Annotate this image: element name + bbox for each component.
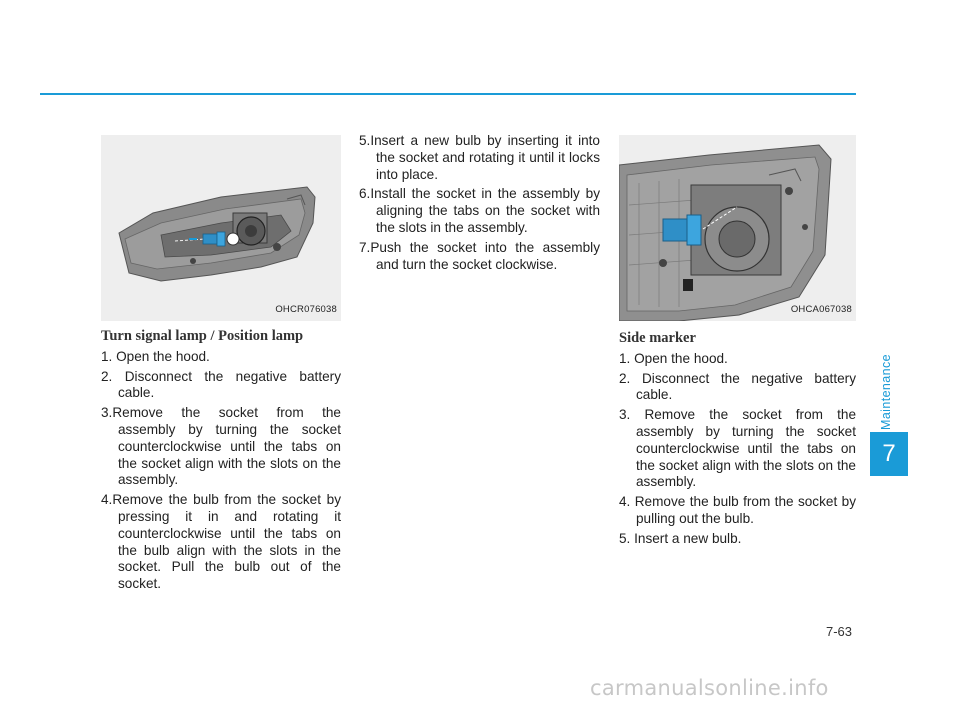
chapter-label: Maintenance bbox=[879, 354, 893, 430]
list-item: 2. Disconnect the negative battery cable. bbox=[101, 368, 341, 401]
headlamp-illustration bbox=[101, 135, 341, 321]
chapter-number-badge: 7 bbox=[870, 432, 908, 476]
right-column bbox=[619, 135, 856, 551]
side-marker-steps bbox=[619, 351, 856, 548]
list-item: 2. Disconnect the negative battery cable. bbox=[619, 370, 856, 403]
turn-signal-steps-continued bbox=[359, 133, 600, 273]
page-number: 7-63 bbox=[826, 624, 853, 639]
section-title-turn-signal: Turn signal lamp / Position lamp bbox=[101, 328, 304, 344]
list-item: 3. Remove the socket from the assembly by turning the socket counterclockwise until the tabs on the socket align with the slots on the assembly. bbox=[619, 407, 856, 490]
list-item: 7.Push the socket into the assembly and turn the socket clockwise. bbox=[359, 239, 600, 272]
list-item: 5.Insert a new bulb by inserting it into the socket and rotating it until it locks into place. bbox=[359, 133, 600, 182]
figure-code: OHCR076038 bbox=[275, 304, 337, 316]
list-item: 1. Open the hood. bbox=[101, 348, 210, 364]
list-item: 3.Remove the socket from the assembly by turning the socket counterclockwise until the tabs on the socket align with the slots on the assembly. bbox=[101, 405, 341, 488]
watermark: carmanualsonline.info bbox=[590, 676, 829, 700]
figure-code: OHCA067038 bbox=[790, 304, 852, 316]
list-item: 6.Install the socket in the assembly by aligning the tabs on the socket with the slots in the assembly. bbox=[359, 186, 600, 235]
list-item: 4.Remove the bulb from the socket by pressing it in and rotating it counterclockwise until the tabs on the bulb align with the slots in the socket. Pull the bulb out of the socket. bbox=[101, 492, 341, 592]
list-item: 1. Open the hood. bbox=[619, 350, 728, 366]
headlamp-figure bbox=[101, 135, 341, 321]
middle-column bbox=[359, 133, 600, 276]
side-marker-figure bbox=[619, 135, 856, 321]
list-item: 5. Insert a new bulb. bbox=[619, 530, 742, 546]
section-title-side-marker: Side marker bbox=[619, 330, 696, 346]
list-item: 4. Remove the bulb from the socket by pulling out the bulb. bbox=[619, 494, 856, 526]
left-column bbox=[101, 135, 341, 596]
top-rule bbox=[40, 93, 856, 95]
side-marker-illustration bbox=[619, 135, 856, 321]
turn-signal-steps bbox=[101, 349, 341, 593]
